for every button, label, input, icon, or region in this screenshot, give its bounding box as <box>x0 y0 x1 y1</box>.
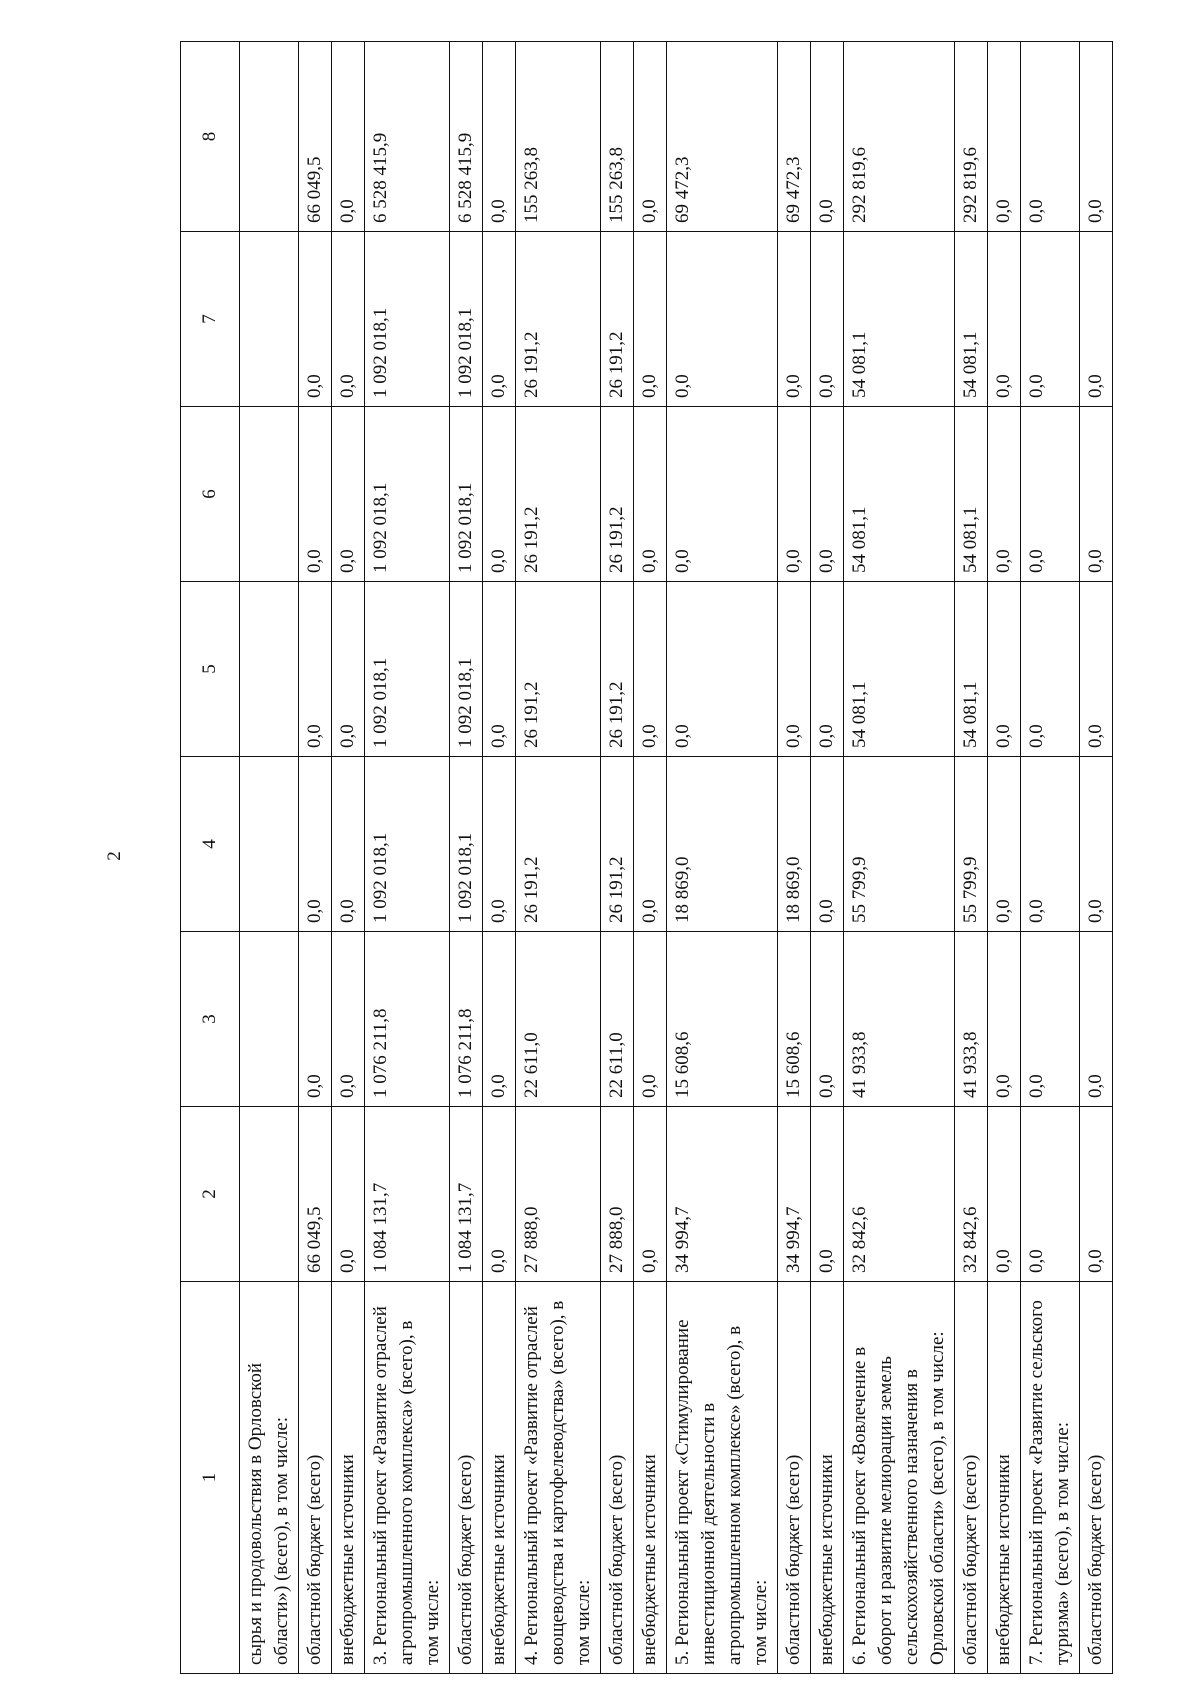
value-cell: 0,0 <box>299 757 332 932</box>
table-row <box>483 42 516 1674</box>
value-cell: 1 084 131,7 <box>365 1107 450 1282</box>
value-cell: 22 611,0 <box>516 932 601 1107</box>
row-label: внебюджетные источники <box>332 1282 365 1674</box>
value-cell: 0,0 <box>483 582 516 757</box>
value-cell: 155 263,8 <box>601 42 634 232</box>
value-cell: 27 888,0 <box>516 1107 601 1282</box>
value-cell: 0,0 <box>1021 757 1080 932</box>
value-cell: 0,0 <box>634 232 667 407</box>
value-cell: 0,0 <box>634 932 667 1107</box>
row-label: областной бюджет (всего) <box>778 1282 811 1674</box>
column-header-5: 5 <box>181 582 240 757</box>
row-label: сырья и продовольствия в Орловской области») (всего), в том числе: <box>240 1282 299 1674</box>
value-cell: 0,0 <box>299 407 332 582</box>
value-cell: 0,0 <box>1021 582 1080 757</box>
value-cell: 0,0 <box>332 582 365 757</box>
column-header-6: 6 <box>181 407 240 582</box>
value-cell: 0,0 <box>483 232 516 407</box>
row-label: областной бюджет (всего) <box>955 1282 988 1674</box>
value-cell: 1 076 211,8 <box>365 932 450 1107</box>
value-cell: 6 528 415,9 <box>365 42 450 232</box>
value-cell: 0,0 <box>988 1107 1021 1282</box>
value-cell: 0,0 <box>811 582 844 757</box>
row-label: внебюджетные источники <box>988 1282 1021 1674</box>
value-cell: 54 081,1 <box>844 232 955 407</box>
page-number: 2 <box>103 851 125 861</box>
table-row <box>240 42 299 1674</box>
value-cell: 0,0 <box>299 932 332 1107</box>
table-row <box>667 42 778 1674</box>
table-row <box>1080 42 1113 1674</box>
value-cell: 26 191,2 <box>516 757 601 932</box>
table-row <box>601 42 634 1674</box>
value-cell: 54 081,1 <box>955 582 988 757</box>
value-cell: 0,0 <box>1021 1107 1080 1282</box>
value-cell: 55 799,9 <box>844 757 955 932</box>
row-label: внебюджетные источники <box>483 1282 516 1674</box>
value-cell: 54 081,1 <box>844 582 955 757</box>
value-cell: 1 092 018,1 <box>450 582 483 757</box>
value-cell: 0,0 <box>667 232 778 407</box>
value-cell: 0,0 <box>1080 232 1113 407</box>
value-cell: 0,0 <box>483 42 516 232</box>
value-cell: 26 191,2 <box>601 582 634 757</box>
header-row <box>181 42 240 1674</box>
column-header-3: 3 <box>181 932 240 1107</box>
row-label: областной бюджет (всего) <box>1080 1282 1113 1674</box>
value-cell <box>240 407 299 582</box>
column-header-4: 4 <box>181 757 240 932</box>
table-row <box>955 42 988 1674</box>
value-cell: 0,0 <box>483 1107 516 1282</box>
value-cell: 34 994,7 <box>778 1107 811 1282</box>
value-cell: 32 842,6 <box>955 1107 988 1282</box>
column-header-8: 8 <box>181 42 240 232</box>
value-cell: 69 472,3 <box>778 42 811 232</box>
value-cell: 0,0 <box>332 232 365 407</box>
row-label: внебюджетные источники <box>811 1282 844 1674</box>
value-cell: 69 472,3 <box>667 42 778 232</box>
row-label: областной бюджет (всего) <box>299 1282 332 1674</box>
value-cell: 22 611,0 <box>601 932 634 1107</box>
value-cell: 1 076 211,8 <box>450 932 483 1107</box>
column-header-7: 7 <box>181 232 240 407</box>
value-cell: 26 191,2 <box>601 407 634 582</box>
value-cell: 0,0 <box>299 582 332 757</box>
value-cell: 26 191,2 <box>601 757 634 932</box>
rotated-table-container <box>180 42 1140 1674</box>
value-cell: 0,0 <box>1080 582 1113 757</box>
value-cell: 26 191,2 <box>516 407 601 582</box>
value-cell: 0,0 <box>299 232 332 407</box>
row-label: 3. Региональный проект «Развитие отраслей агропромышленного комплекса» (всего), в том числе: <box>365 1282 450 1674</box>
table-row <box>516 42 601 1674</box>
value-cell: 0,0 <box>988 932 1021 1107</box>
value-cell: 0,0 <box>811 757 844 932</box>
value-cell: 0,0 <box>332 407 365 582</box>
value-cell: 292 819,6 <box>844 42 955 232</box>
row-label: областной бюджет (всего) <box>601 1282 634 1674</box>
value-cell: 0,0 <box>988 232 1021 407</box>
value-cell: 26 191,2 <box>516 582 601 757</box>
value-cell: 0,0 <box>778 582 811 757</box>
table-row <box>450 42 483 1674</box>
value-cell <box>240 757 299 932</box>
table-row <box>988 42 1021 1674</box>
value-cell: 32 842,6 <box>844 1107 955 1282</box>
row-label: 4. Региональный проект «Развитие отраслей овощеводства и картофелеводства» (всего), в том числе: <box>516 1282 601 1674</box>
value-cell: 0,0 <box>332 757 365 932</box>
value-cell: 0,0 <box>483 757 516 932</box>
value-cell: 0,0 <box>634 757 667 932</box>
value-cell: 0,0 <box>1080 407 1113 582</box>
value-cell: 54 081,1 <box>955 232 988 407</box>
value-cell <box>240 232 299 407</box>
table-row <box>778 42 811 1674</box>
value-cell: 1 084 131,7 <box>450 1107 483 1282</box>
value-cell <box>240 932 299 1107</box>
value-cell: 0,0 <box>1021 407 1080 582</box>
value-cell: 0,0 <box>332 1107 365 1282</box>
value-cell <box>240 582 299 757</box>
row-label: внебюджетные источники <box>634 1282 667 1674</box>
row-label: 5. Региональный проект «Стимулирование инвестиционной деятельности в агропромышленном комплексе» (всего), в том числе: <box>667 1282 778 1674</box>
table-row <box>1021 42 1080 1674</box>
value-cell: 1 092 018,1 <box>365 232 450 407</box>
value-cell: 292 819,6 <box>955 42 988 232</box>
value-cell: 0,0 <box>634 1107 667 1282</box>
row-label: 7. Региональный проект «Развитие сельского туризма» (всего), в том числе: <box>1021 1282 1080 1674</box>
value-cell: 55 799,9 <box>955 757 988 932</box>
value-cell: 15 608,6 <box>667 932 778 1107</box>
value-cell: 0,0 <box>988 407 1021 582</box>
table-body <box>240 42 1113 1674</box>
value-cell: 0,0 <box>778 232 811 407</box>
funding-table <box>180 41 1113 1674</box>
value-cell: 0,0 <box>483 407 516 582</box>
value-cell: 0,0 <box>1080 1107 1113 1282</box>
value-cell: 1 092 018,1 <box>365 757 450 932</box>
value-cell: 27 888,0 <box>601 1107 634 1282</box>
value-cell: 1 092 018,1 <box>365 407 450 582</box>
row-label: 6. Региональный проект «Вовлечение в оборот и развитие мелиорации земель сельскохозяйственного назначения в Орловской области» (всего), в том числе: <box>844 1282 955 1674</box>
column-header-2: 2 <box>181 1107 240 1282</box>
value-cell: 0,0 <box>634 582 667 757</box>
value-cell: 0,0 <box>634 407 667 582</box>
table-row <box>299 42 332 1674</box>
value-cell: 0,0 <box>988 757 1021 932</box>
value-cell: 0,0 <box>811 232 844 407</box>
value-cell: 6 528 415,9 <box>450 42 483 232</box>
value-cell: 0,0 <box>1080 932 1113 1107</box>
table-row <box>844 42 955 1674</box>
value-cell: 41 933,8 <box>844 932 955 1107</box>
table-row <box>332 42 365 1674</box>
value-cell: 41 933,8 <box>955 932 988 1107</box>
value-cell: 66 049,5 <box>299 42 332 232</box>
value-cell: 0,0 <box>811 1107 844 1282</box>
value-cell: 0,0 <box>667 582 778 757</box>
value-cell: 0,0 <box>811 407 844 582</box>
value-cell: 155 263,8 <box>516 42 601 232</box>
value-cell: 0,0 <box>811 932 844 1107</box>
value-cell: 0,0 <box>667 407 778 582</box>
table-row <box>634 42 667 1674</box>
value-cell: 0,0 <box>1021 232 1080 407</box>
value-cell: 1 092 018,1 <box>365 582 450 757</box>
table-row <box>811 42 844 1674</box>
value-cell: 54 081,1 <box>844 407 955 582</box>
value-cell: 1 092 018,1 <box>450 232 483 407</box>
value-cell: 0,0 <box>988 42 1021 232</box>
value-cell: 0,0 <box>1021 932 1080 1107</box>
column-header-1: 1 <box>181 1282 240 1674</box>
value-cell: 18 869,0 <box>778 757 811 932</box>
value-cell: 0,0 <box>811 42 844 232</box>
value-cell: 18 869,0 <box>667 757 778 932</box>
value-cell: 0,0 <box>332 42 365 232</box>
value-cell: 0,0 <box>778 407 811 582</box>
value-cell: 1 092 018,1 <box>450 757 483 932</box>
value-cell: 0,0 <box>1021 42 1080 232</box>
value-cell: 15 608,6 <box>778 932 811 1107</box>
value-cell: 0,0 <box>1080 757 1113 932</box>
table-row <box>365 42 450 1674</box>
row-label: областной бюджет (всего) <box>450 1282 483 1674</box>
value-cell: 54 081,1 <box>955 407 988 582</box>
value-cell: 0,0 <box>483 932 516 1107</box>
value-cell: 26 191,2 <box>601 232 634 407</box>
value-cell: 0,0 <box>634 42 667 232</box>
value-cell <box>240 1107 299 1282</box>
value-cell <box>240 42 299 232</box>
value-cell: 34 994,7 <box>667 1107 778 1282</box>
value-cell: 26 191,2 <box>516 232 601 407</box>
value-cell: 0,0 <box>332 932 365 1107</box>
value-cell: 0,0 <box>988 582 1021 757</box>
value-cell: 1 092 018,1 <box>450 407 483 582</box>
value-cell: 66 049,5 <box>299 1107 332 1282</box>
value-cell: 0,0 <box>1080 42 1113 232</box>
